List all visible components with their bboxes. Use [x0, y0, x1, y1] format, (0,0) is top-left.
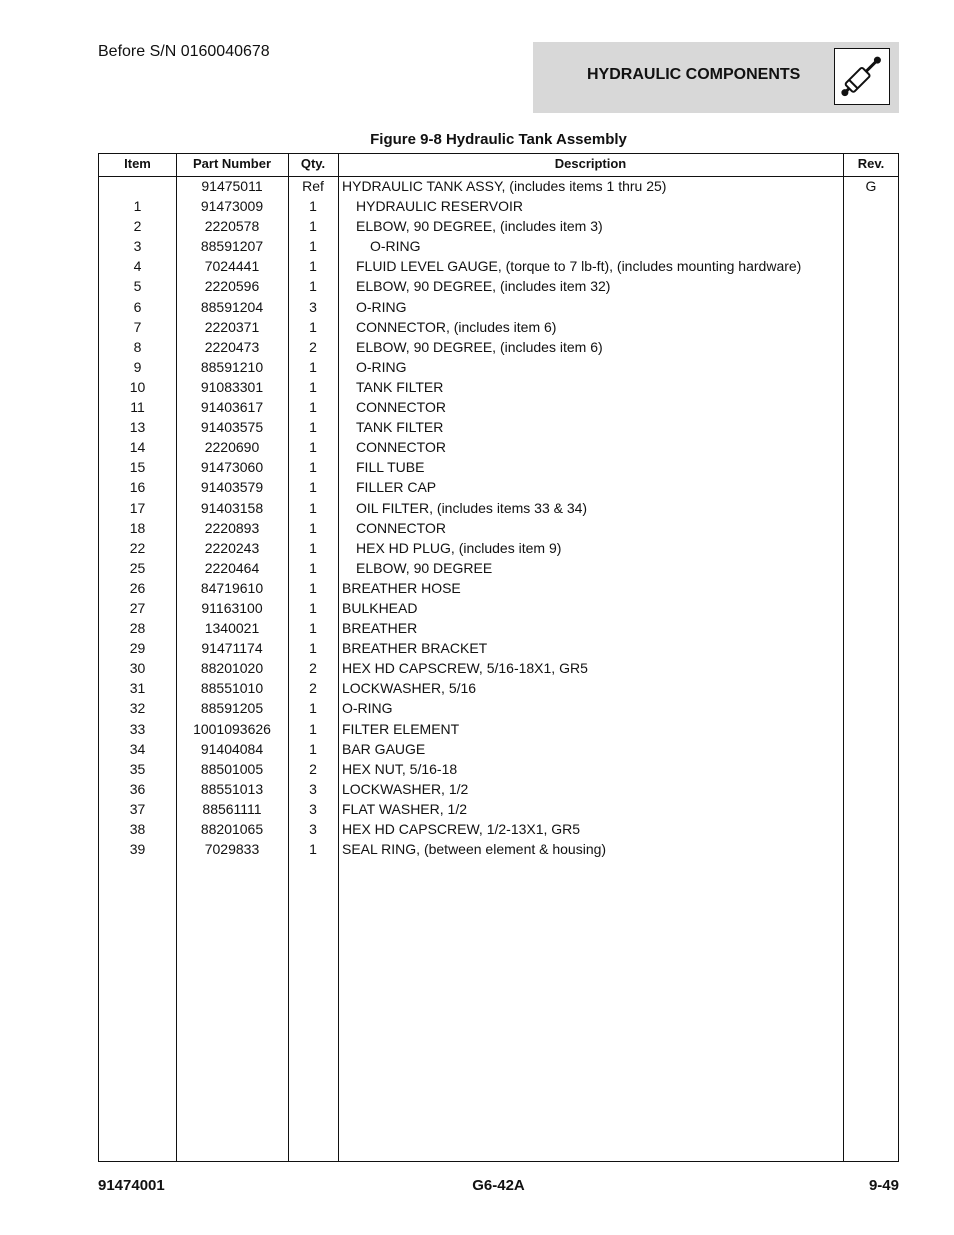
footer-model: G6-42A	[472, 1177, 525, 1194]
part-number-cell: 91403158	[200, 499, 264, 516]
description-cell: HEX HD PLUG, (includes item 9)	[356, 539, 562, 556]
item-cell: 30	[129, 660, 146, 677]
part-number-cell: 84719610	[200, 579, 264, 596]
qty-cell: 1	[309, 559, 317, 576]
qty-cell: 1	[309, 218, 317, 235]
table-row	[99, 658, 898, 678]
item-cell: 7	[133, 318, 142, 335]
part-number-cell: 91404084	[200, 740, 264, 757]
part-number-cell: 2220893	[204, 519, 260, 536]
qty-cell: 1	[309, 640, 317, 657]
part-number-cell: 7029833	[204, 841, 260, 858]
qty-cell: 1	[309, 519, 317, 536]
description-cell: TANK FILTER	[356, 378, 444, 395]
description-cell: HEX HD CAPSCREW, 5/16-18X1, GR5	[342, 660, 588, 677]
description-cell: ELBOW, 90 DEGREE, (includes item 32)	[356, 278, 611, 295]
table-row	[99, 719, 898, 739]
table-row	[99, 839, 898, 859]
qty-cell: 1	[309, 258, 317, 275]
table-row	[99, 779, 898, 799]
header-rev: Rev.	[857, 156, 885, 171]
description-cell: CONNECTOR, (includes item 6)	[356, 318, 557, 335]
description-cell: HEX HD CAPSCREW, 1/2-13X1, GR5	[342, 821, 581, 837]
qty-cell: 1	[309, 539, 317, 556]
description-cell: LOCKWASHER, 5/16	[342, 680, 477, 697]
part-number-cell: 91403617	[200, 399, 264, 416]
item-cell: 16	[129, 479, 146, 496]
item-cell: 4	[133, 258, 142, 275]
description-cell: TANK FILTER	[356, 419, 444, 436]
qty-cell: 1	[309, 318, 317, 335]
description-cell: ELBOW, 90 DEGREE	[356, 559, 493, 576]
table-row	[99, 558, 898, 578]
table-body	[99, 176, 898, 859]
table-row	[99, 678, 898, 698]
part-number-cell: 2220371	[204, 318, 260, 335]
qty-cell: 1	[309, 579, 317, 596]
qty-cell: 1	[309, 599, 317, 616]
description-cell: O-RING	[370, 238, 421, 255]
item-cell: 38	[129, 821, 146, 837]
table-row	[99, 518, 898, 538]
description-cell: O-RING	[356, 358, 407, 375]
table-row	[99, 698, 898, 718]
qty-cell: 2	[309, 680, 317, 697]
qty-cell: 1	[309, 740, 317, 757]
table-row	[99, 236, 898, 256]
part-number-cell: 91473009	[200, 198, 264, 215]
description-cell: ELBOW, 90 DEGREE, (includes item 6)	[356, 338, 603, 355]
item-cell: 10	[129, 378, 146, 395]
table-row	[99, 297, 898, 317]
table-row	[99, 578, 898, 598]
table-row	[99, 759, 898, 779]
description-cell: BREATHER HOSE	[342, 579, 461, 596]
item-cell: 35	[129, 760, 146, 777]
table-row	[99, 598, 898, 618]
qty-cell: 3	[309, 800, 317, 817]
qty-cell: 1	[309, 399, 317, 416]
description-cell: O-RING	[342, 700, 393, 717]
table-row	[99, 739, 898, 759]
part-number-cell: 88591204	[200, 298, 264, 315]
table-row	[99, 176, 898, 196]
description-cell: FLAT WASHER, 1/2	[342, 800, 467, 817]
description-cell: BAR GAUGE	[342, 740, 426, 757]
table-row	[99, 357, 898, 377]
header-item: Item	[124, 156, 151, 171]
header-qty: Qty.	[300, 156, 326, 171]
part-number-cell: 88501005	[200, 760, 264, 777]
qty-cell: 1	[309, 620, 317, 637]
table-row	[99, 196, 898, 216]
description-cell: FLUID LEVEL GAUGE, (torque to 7 lb-ft), (includes mounting hardware)	[356, 258, 802, 275]
header-part-number: Part Number	[192, 156, 272, 171]
description-cell: SEAL RING, (between element & housing)	[342, 841, 607, 858]
qty-cell: 1	[309, 198, 317, 215]
description-cell: ELBOW, 90 DEGREE, (includes item 3)	[356, 218, 603, 235]
part-number-cell: 2220690	[204, 439, 260, 456]
part-number-cell: 91403575	[200, 419, 264, 436]
qty-cell: 3	[309, 298, 317, 315]
table-row	[99, 276, 898, 296]
section-header	[533, 42, 899, 113]
item-cell: 18	[129, 519, 146, 536]
item-cell: 13	[129, 419, 146, 436]
item-cell: 32	[129, 700, 146, 717]
figure-title: Figure 9-8 Hydraulic Tank Assembly	[370, 131, 627, 148]
hydraulic-cylinder-icon	[834, 48, 890, 105]
part-number-cell: 91475011	[201, 178, 263, 194]
qty-cell: 3	[309, 821, 317, 837]
item-cell: 29	[129, 640, 146, 657]
description-cell: BULKHEAD	[342, 599, 418, 616]
table-row	[99, 256, 898, 276]
item-cell: 36	[129, 780, 146, 797]
qty-cell: 1	[309, 499, 317, 516]
qty-cell: 1	[309, 479, 317, 496]
part-number-cell: 88201020	[200, 660, 264, 677]
part-number-cell: 91471174	[201, 640, 263, 657]
description-cell: CONNECTOR	[356, 399, 446, 416]
qty-cell: 1	[309, 439, 317, 456]
description-cell: FILL TUBE	[356, 459, 425, 476]
table-row	[99, 799, 898, 819]
item-cell: 1	[133, 198, 142, 215]
item-cell: 27	[129, 599, 146, 616]
table-row	[99, 317, 898, 337]
item-cell: 3	[133, 238, 142, 255]
item-cell: 17	[129, 499, 146, 516]
table-row	[99, 417, 898, 437]
part-number-cell: 91403579	[200, 479, 264, 496]
description-cell: CONNECTOR	[356, 519, 446, 536]
part-number-cell: 91083301	[200, 378, 264, 395]
part-number-cell: 88201065	[200, 821, 264, 837]
table-row	[99, 397, 898, 417]
item-cell: 11	[130, 399, 145, 416]
qty-cell: 2	[309, 660, 317, 677]
footer-doc-number: 91474001	[98, 1177, 165, 1194]
description-cell: HYDRAULIC TANK ASSY, (includes items 1 thru 25)	[342, 178, 667, 194]
qty-cell: 1	[309, 700, 317, 717]
table-row	[99, 498, 898, 518]
part-number-cell: 88551010	[200, 680, 264, 697]
part-number-cell: 1340021	[204, 620, 260, 637]
description-cell: BREATHER	[342, 620, 418, 637]
part-number-cell: 91473060	[200, 459, 264, 476]
description-cell: CONNECTOR	[356, 439, 446, 456]
qty-cell: 1	[309, 419, 317, 436]
footer-page-number: 9-49	[868, 1177, 899, 1194]
qty-cell: 2	[309, 760, 317, 777]
qty-cell: 2	[309, 338, 317, 355]
description-cell: HYDRAULIC RESERVOIR	[356, 198, 524, 215]
qty-cell: Ref	[302, 178, 324, 194]
item-cell: 8	[133, 338, 142, 355]
item-cell: 6	[133, 298, 142, 315]
part-number-cell: 88561111	[202, 800, 262, 817]
table-row	[99, 457, 898, 477]
parts-table	[98, 153, 899, 1162]
item-cell: 28	[129, 620, 146, 637]
qty-cell: 1	[309, 378, 317, 395]
description-cell: FILLER CAP	[356, 479, 437, 496]
part-number-cell: 2220596	[204, 278, 260, 295]
table-row	[99, 618, 898, 638]
section-title: HYDRAULIC COMPONENTS	[587, 66, 801, 83]
table-row	[99, 216, 898, 236]
part-number-cell: 2220464	[204, 559, 260, 576]
description-cell: LOCKWASHER, 1/2	[342, 780, 469, 797]
item-cell: 37	[129, 800, 146, 817]
qty-cell: 1	[309, 278, 317, 295]
qty-cell: 3	[309, 780, 317, 797]
item-cell: 22	[129, 539, 146, 556]
part-number-cell: 2220578	[204, 218, 260, 235]
item-cell: 39	[129, 841, 146, 858]
part-number-cell: 2220243	[204, 539, 260, 556]
part-number-cell: 7024441	[204, 258, 260, 275]
part-number-cell: 1001093626	[193, 720, 271, 737]
table-row	[99, 538, 898, 558]
item-cell: 14	[129, 439, 146, 456]
item-cell: 33	[129, 720, 146, 737]
rev-cell: G	[865, 178, 877, 194]
description-cell: FILTER ELEMENT	[342, 720, 460, 737]
item-cell: 31	[129, 680, 146, 697]
item-cell: 25	[129, 559, 146, 576]
qty-cell: 1	[309, 238, 317, 255]
part-number-cell: 88591207	[200, 238, 264, 255]
part-number-cell: 88551013	[200, 780, 264, 797]
table-row	[99, 477, 898, 497]
part-number-cell: 88591210	[200, 358, 264, 375]
description-cell: HEX NUT, 5/16-18	[342, 760, 458, 777]
header-description: Description	[554, 156, 627, 171]
item-cell: 15	[129, 459, 146, 476]
description-cell: OIL FILTER, (includes items 33 & 34)	[356, 499, 588, 516]
item-cell: 26	[129, 579, 146, 596]
table-row	[99, 638, 898, 658]
item-cell: 9	[133, 358, 142, 375]
part-number-cell: 88591205	[200, 700, 264, 717]
qty-cell: 1	[309, 841, 317, 858]
part-number-cell: 2220473	[204, 338, 260, 355]
item-cell: 2	[133, 218, 142, 235]
qty-cell: 1	[309, 720, 317, 737]
qty-cell: 1	[309, 459, 317, 476]
table-row	[99, 377, 898, 397]
description-cell: BREATHER BRACKET	[342, 640, 488, 657]
serial-label: Before S/N 0160040678	[98, 43, 270, 60]
item-cell: 5	[133, 278, 142, 295]
part-number-cell: 91163100	[201, 599, 263, 616]
qty-cell: 1	[309, 358, 317, 375]
description-cell: O-RING	[356, 298, 407, 315]
table-row	[99, 819, 898, 839]
table-row	[99, 337, 898, 357]
item-cell: 34	[129, 740, 146, 757]
table-row	[99, 437, 898, 457]
